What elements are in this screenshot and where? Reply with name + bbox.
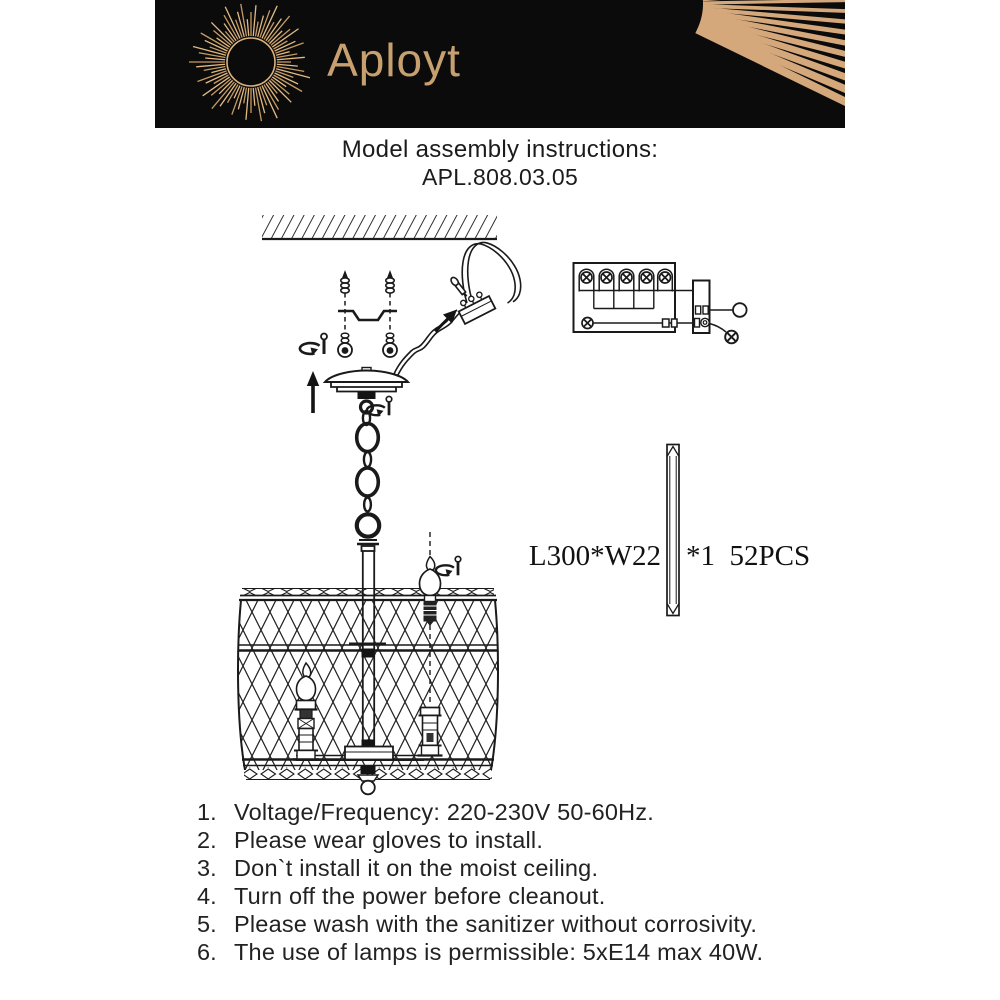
spec-label-size: L300*W22 — [528, 540, 661, 572]
terminal-strip — [693, 281, 710, 334]
lift-arrow-icon — [307, 371, 319, 413]
instruction-text: Please wear gloves to install. — [234, 827, 544, 853]
lamp-icon — [641, 272, 652, 283]
model-number: APL.808.03.05 — [421, 164, 579, 190]
instruction-item — [197, 854, 763, 882]
ceiling-canopy — [325, 368, 408, 414]
instruction-number: 3. — [197, 855, 217, 881]
rotate-icon-bulb — [436, 556, 461, 576]
wire-hook — [450, 276, 469, 298]
instruction-text: Please wash with the sanitizer without corrosivity. — [234, 911, 758, 937]
instruction-number: 1. — [197, 799, 217, 825]
ceiling-hatch — [262, 215, 497, 239]
wiring-diagram — [574, 263, 747, 343]
mounting-bracket — [338, 311, 397, 320]
finial — [358, 766, 378, 794]
spec-label-qty: *1 52PCS — [686, 540, 811, 572]
lamp-icon — [581, 272, 592, 283]
crystal-rod — [667, 445, 679, 616]
instruction-item — [197, 938, 763, 966]
instruction-item — [197, 798, 763, 826]
instructions-list — [197, 798, 763, 966]
instruction-item — [197, 882, 763, 910]
power-wire — [394, 242, 521, 376]
instruction-text: The use of lamps is permissible: 5xE14 max 40W. — [234, 939, 764, 965]
lamp-icon — [725, 331, 738, 344]
instruction-number: 6. — [197, 939, 217, 965]
lamp-icon — [660, 272, 671, 283]
page-title: Model assembly instructions: — [341, 136, 659, 163]
instruction-item — [197, 910, 763, 938]
instruction-number: 5. — [197, 911, 217, 937]
lamp-icon — [582, 318, 593, 329]
lamp-icon — [601, 272, 612, 283]
neutral-circle-icon — [733, 303, 747, 317]
rotate-icon-screws — [300, 334, 327, 356]
mounting-screw-left — [338, 270, 352, 357]
instruction-number: 4. — [197, 883, 217, 909]
instruction-item — [197, 826, 763, 854]
instruction-text: Turn off the power before cleanout. — [234, 883, 606, 909]
instruction-text: Don`t install it on the moist ceiling. — [234, 855, 599, 881]
lamp-icon — [621, 272, 632, 283]
brand-logo-text: Aployt — [327, 34, 461, 86]
instruction-number: 2. — [197, 827, 217, 853]
mounting-screw-right — [383, 270, 397, 357]
instruction-text: Voltage/Frequency: 220-230V 50-60Hz. — [234, 799, 655, 825]
